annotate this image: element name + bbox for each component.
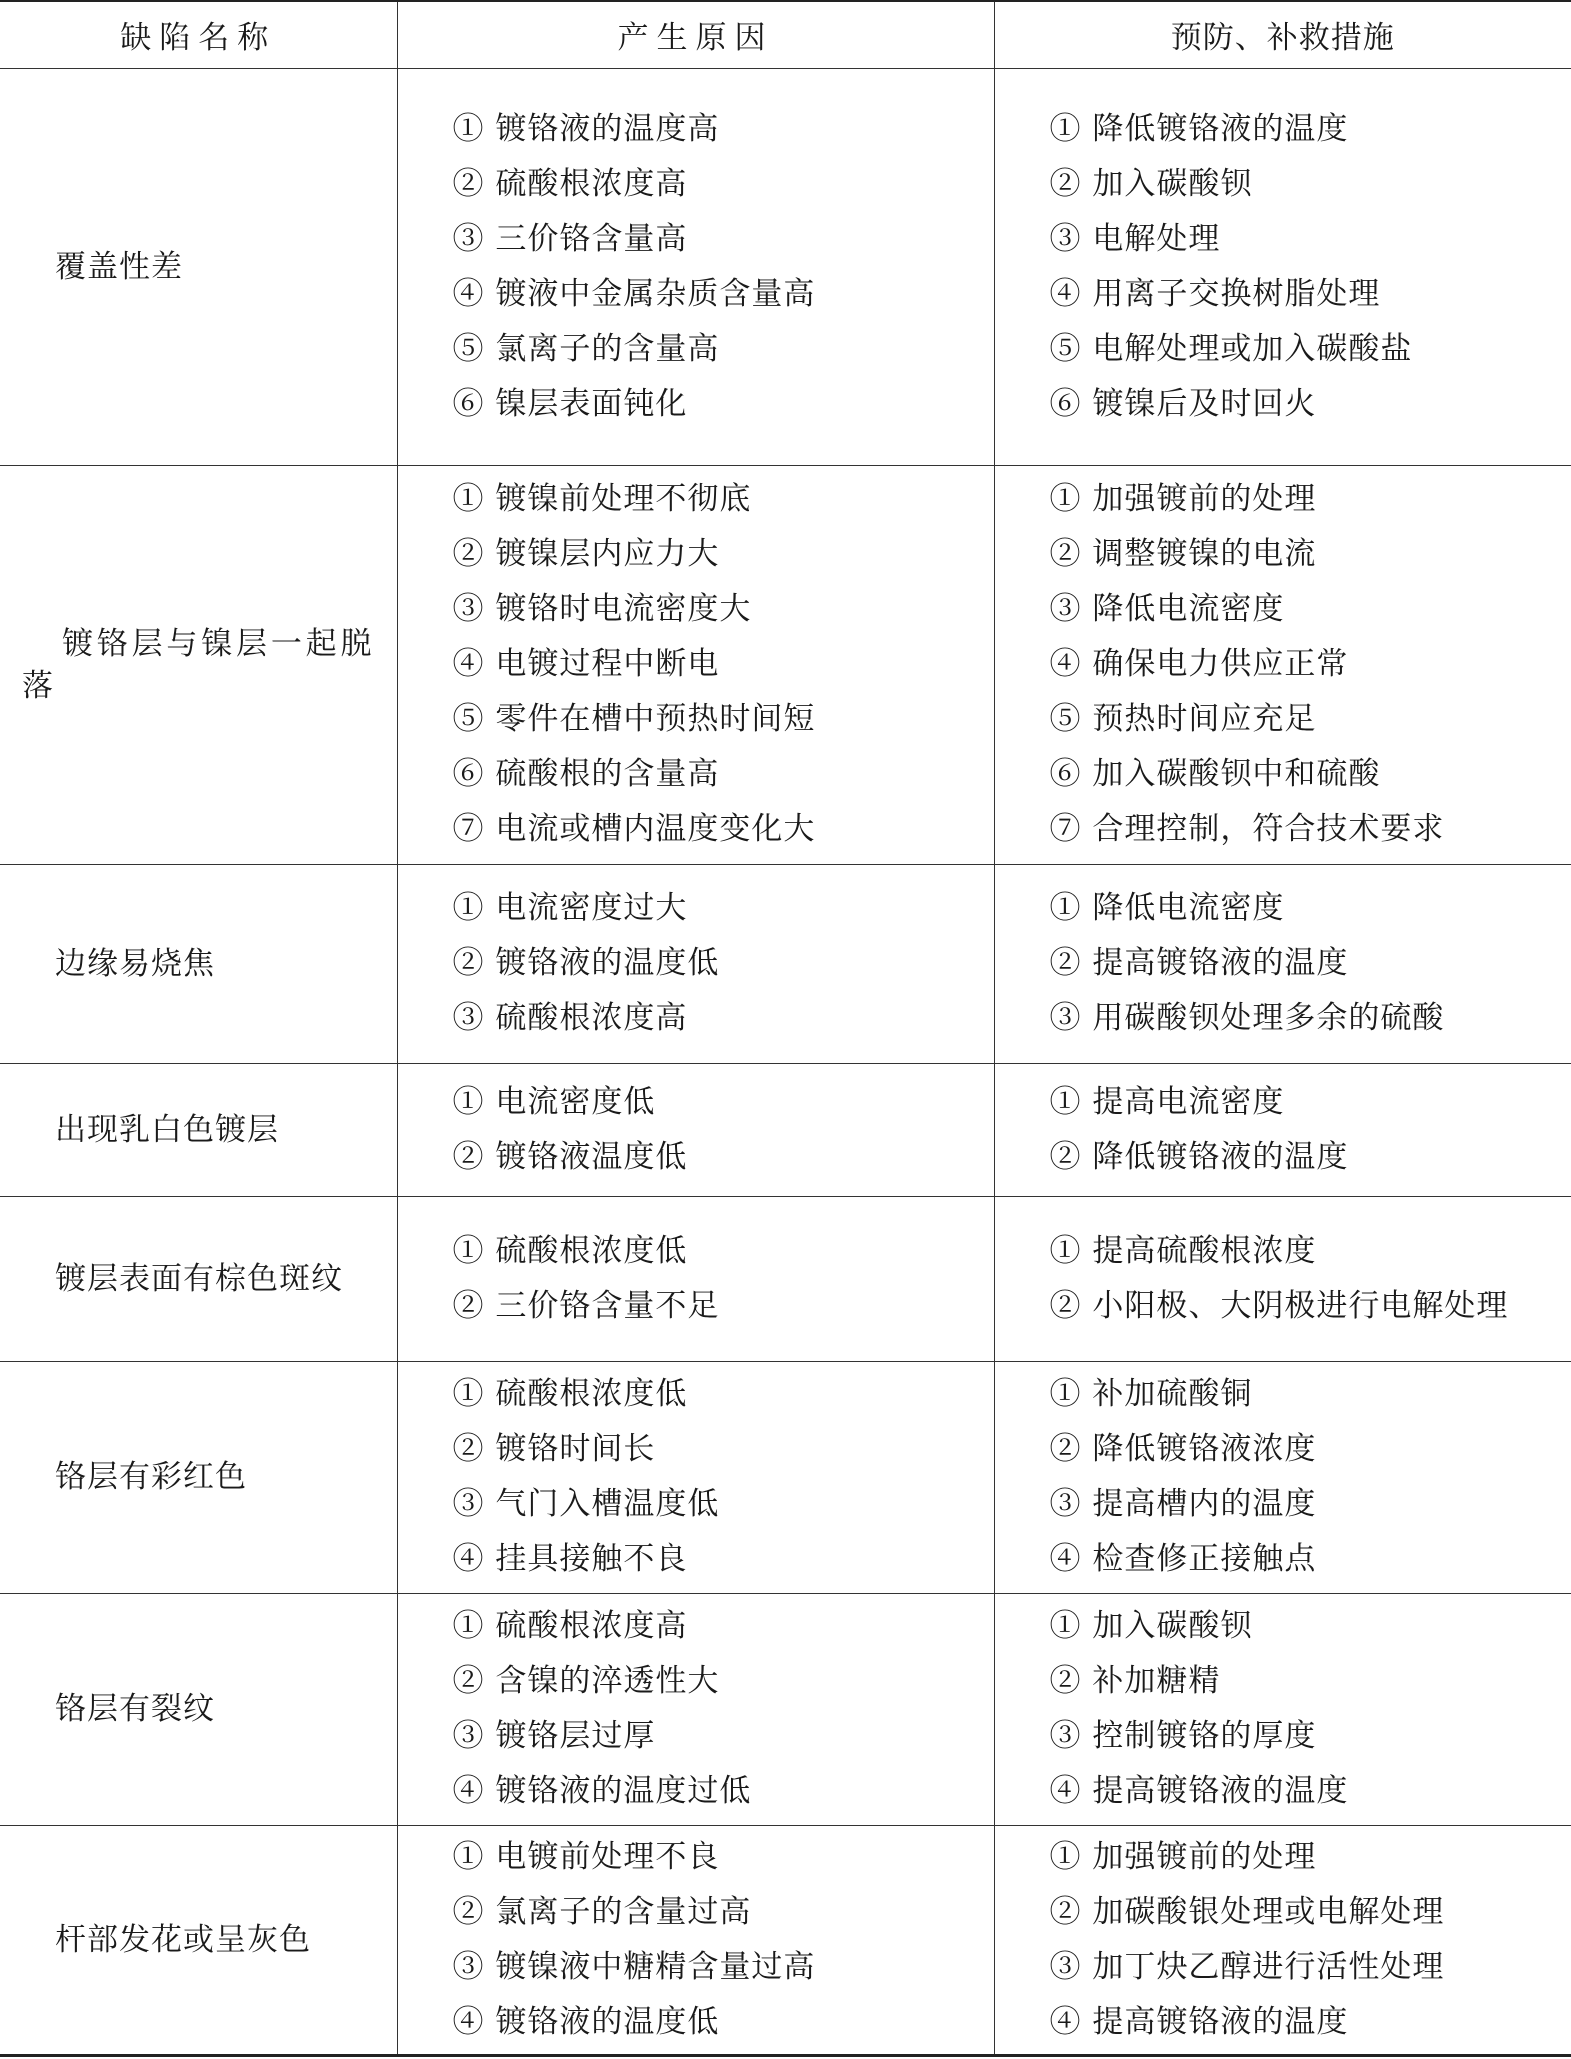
remedy-item: ① 提高电流密度 bbox=[1049, 1083, 1285, 1120]
cause-item: ⑥ 硫酸根的含量高 bbox=[452, 756, 720, 792]
remedy-cell bbox=[994, 864, 1571, 1063]
defect-name-cell bbox=[0, 1196, 397, 1361]
cause-item: ⑤ 氯离子的含量高 bbox=[452, 330, 720, 367]
table-row bbox=[0, 1196, 1571, 1361]
remedy-list bbox=[995, 1224, 1571, 1334]
table-row bbox=[0, 68, 1571, 465]
cause-item: ② 镀铬液温度低 bbox=[452, 1138, 688, 1175]
cause-list bbox=[398, 1599, 994, 1819]
cause-item: ③ 三价铬含量高 bbox=[452, 220, 688, 257]
remedy-item: ④ 检查修正接触点 bbox=[1049, 1541, 1317, 1577]
remedy-cell bbox=[994, 68, 1571, 465]
table-body bbox=[0, 68, 1571, 2055]
defect-name-cell bbox=[0, 1361, 397, 1593]
cause-cell bbox=[397, 1593, 994, 1825]
remedy-item: ② 补加糖精 bbox=[1049, 1663, 1221, 1699]
table-row bbox=[0, 1361, 1571, 1593]
cause-list bbox=[398, 1367, 994, 1587]
remedy-item: ③ 降低电流密度 bbox=[1049, 591, 1285, 627]
remedy-item: ① 降低镀铬液的温度 bbox=[1049, 110, 1349, 147]
remedy-item: ⑥ 镀镍后及时回火 bbox=[1049, 385, 1317, 422]
remedy-list bbox=[995, 1075, 1571, 1185]
remedy-item: ⑥ 加入碳酸钡中和硫酸 bbox=[1049, 756, 1381, 792]
header-remedy: 预防、补救措施 bbox=[994, 1, 1571, 68]
defect-name-cell bbox=[0, 1825, 397, 2055]
cause-cell bbox=[397, 864, 994, 1063]
remedy-item: ② 加入碳酸钡 bbox=[1049, 165, 1253, 202]
remedy-item: ② 小阳极、大阴极进行电解处理 bbox=[1049, 1287, 1509, 1324]
remedy-list bbox=[995, 472, 1571, 857]
cause-item: ① 电流密度低 bbox=[452, 1083, 656, 1120]
remedy-item: ④ 确保电力供应正常 bbox=[1049, 646, 1349, 682]
defect-name: 铬层有彩红色 bbox=[55, 1459, 247, 1495]
cause-cell bbox=[397, 1361, 994, 1593]
remedy-item: ⑤ 电解处理或加入碳酸盐 bbox=[1049, 330, 1413, 367]
remedy-item: ① 降低电流密度 bbox=[1049, 890, 1285, 926]
table-row bbox=[0, 1825, 1571, 2055]
remedy-list bbox=[995, 881, 1571, 1046]
remedy-list bbox=[995, 1367, 1571, 1587]
cause-cell bbox=[397, 1063, 994, 1196]
defect-name: 镀层表面有棕色斑纹 bbox=[55, 1260, 343, 1297]
defect-name-cell bbox=[0, 465, 397, 864]
cause-item: ① 电流密度过大 bbox=[452, 890, 688, 926]
cause-item: ① 镀镍前处理不彻底 bbox=[452, 481, 752, 517]
remedy-item: ④ 提高镀铬液的温度 bbox=[1049, 1773, 1349, 1809]
remedy-item: ② 降低镀铬液浓度 bbox=[1049, 1431, 1317, 1467]
remedy-list bbox=[995, 1599, 1571, 1819]
cause-item: ① 硫酸根浓度低 bbox=[452, 1232, 688, 1269]
cause-cell bbox=[397, 68, 994, 465]
cause-item: ④ 镀铬液的温度过低 bbox=[452, 1773, 752, 1809]
cause-list bbox=[398, 881, 994, 1046]
cause-item: ② 镀铬时间长 bbox=[452, 1431, 656, 1467]
cause-item: ③ 镀铬层过厚 bbox=[452, 1718, 656, 1754]
remedy-item: ① 提高硫酸根浓度 bbox=[1049, 1232, 1317, 1269]
remedy-item: ⑤ 预热时间应充足 bbox=[1049, 701, 1317, 737]
remedy-item: ② 降低镀铬液的温度 bbox=[1049, 1138, 1349, 1175]
remedy-item: ① 加强镀前的处理 bbox=[1049, 481, 1317, 517]
cause-item: ② 镀镍层内应力大 bbox=[452, 536, 720, 572]
cause-item: ③ 硫酸根浓度高 bbox=[452, 1000, 688, 1036]
cause-list bbox=[398, 1224, 994, 1334]
defect-name-cell bbox=[0, 68, 397, 465]
cause-cell bbox=[397, 1825, 994, 2055]
remedy-item: ④ 用离子交换树脂处理 bbox=[1049, 275, 1381, 312]
cause-item: ② 三价铬含量不足 bbox=[452, 1287, 720, 1324]
cause-item: ⑥ 镍层表面钝化 bbox=[452, 385, 688, 422]
cause-item: ④ 电镀过程中断电 bbox=[452, 646, 720, 682]
defect-name: 杆部发花或呈灰色 bbox=[55, 1921, 311, 1958]
remedy-item: ② 提高镀铬液的温度 bbox=[1049, 945, 1349, 981]
cause-cell bbox=[397, 465, 994, 864]
defect-name: 覆盖性差 bbox=[55, 248, 183, 285]
cause-item: ④ 镀铬液的温度低 bbox=[452, 2003, 720, 2040]
remedy-cell bbox=[994, 1825, 1571, 2055]
header-row bbox=[0, 1, 1571, 68]
header-cause: 产生原因 bbox=[397, 1, 994, 68]
header-defect-name: 缺陷名称 bbox=[0, 1, 397, 68]
defect-name-cell bbox=[0, 1593, 397, 1825]
cause-item: ④ 挂具接触不良 bbox=[452, 1541, 688, 1577]
remedy-item: ⑦ 合理控制，符合技术要求 bbox=[1049, 811, 1445, 847]
remedy-item: ① 补加硫酸铜 bbox=[1049, 1376, 1253, 1412]
cause-item: ⑤ 零件在槽中预热时间短 bbox=[452, 701, 816, 737]
remedy-item: ③ 加丁炔乙醇进行活性处理 bbox=[1049, 1948, 1445, 1985]
cause-item: ⑦ 电流或槽内温度变化大 bbox=[452, 811, 816, 847]
remedy-item: ④ 提高镀铬液的温度 bbox=[1049, 2003, 1349, 2040]
cause-item: ② 氯离子的含量过高 bbox=[452, 1893, 752, 1930]
cause-cell bbox=[397, 1196, 994, 1361]
defect-name: 边缘易烧焦 bbox=[55, 945, 215, 982]
cause-item: ④ 镀液中金属杂质含量高 bbox=[452, 275, 816, 312]
cause-list bbox=[398, 472, 994, 857]
remedy-item: ① 加强镀前的处理 bbox=[1049, 1838, 1317, 1875]
defect-name: 镀铬层与镍层一起脱落 bbox=[22, 625, 375, 704]
cause-list bbox=[398, 1830, 994, 2050]
remedy-list bbox=[995, 102, 1571, 432]
remedy-item: ③ 提高槽内的温度 bbox=[1049, 1486, 1317, 1522]
remedy-item: ① 加入碳酸钡 bbox=[1049, 1608, 1253, 1644]
cause-item: ① 硫酸根浓度高 bbox=[452, 1608, 688, 1644]
cause-item: ② 硫酸根浓度高 bbox=[452, 165, 688, 202]
cause-item: ① 硫酸根浓度低 bbox=[452, 1376, 688, 1412]
remedy-item: ② 加碳酸银处理或电解处理 bbox=[1049, 1893, 1445, 1930]
remedy-cell bbox=[994, 1361, 1571, 1593]
cause-item: ② 镀铬液的温度低 bbox=[452, 945, 720, 981]
table-row bbox=[0, 864, 1571, 1063]
table-header bbox=[0, 1, 1571, 68]
cause-item: ① 电镀前处理不良 bbox=[452, 1838, 720, 1875]
remedy-item: ② 调整镀镍的电流 bbox=[1049, 536, 1317, 572]
table-row bbox=[0, 1593, 1571, 1825]
defect-name-cell bbox=[0, 1063, 397, 1196]
table-row bbox=[0, 1063, 1571, 1196]
remedy-item: ③ 用碳酸钡处理多余的硫酸 bbox=[1049, 1000, 1445, 1036]
cause-item: ③ 镀镍液中糖精含量过高 bbox=[452, 1948, 816, 1985]
defect-name: 铬层有裂纹 bbox=[55, 1691, 215, 1727]
cause-item: ③ 气门入槽温度低 bbox=[452, 1486, 720, 1522]
cause-list bbox=[398, 102, 994, 432]
remedy-cell bbox=[994, 1196, 1571, 1361]
remedy-item: ③ 控制镀铬的厚度 bbox=[1049, 1718, 1317, 1754]
remedy-cell bbox=[994, 465, 1571, 864]
cause-item: ② 含镍的淬透性大 bbox=[452, 1663, 720, 1699]
cause-item: ③ 镀铬时电流密度大 bbox=[452, 591, 752, 627]
remedy-list bbox=[995, 1830, 1571, 2050]
defect-name: 出现乳白色镀层 bbox=[55, 1111, 279, 1148]
cause-list bbox=[398, 1075, 994, 1185]
cause-item: ① 镀铬液的温度高 bbox=[452, 110, 720, 147]
remedy-cell bbox=[994, 1593, 1571, 1825]
remedy-item: ③ 电解处理 bbox=[1049, 220, 1221, 257]
remedy-cell bbox=[994, 1063, 1571, 1196]
table-row bbox=[0, 465, 1571, 864]
defect-name-cell bbox=[0, 864, 397, 1063]
